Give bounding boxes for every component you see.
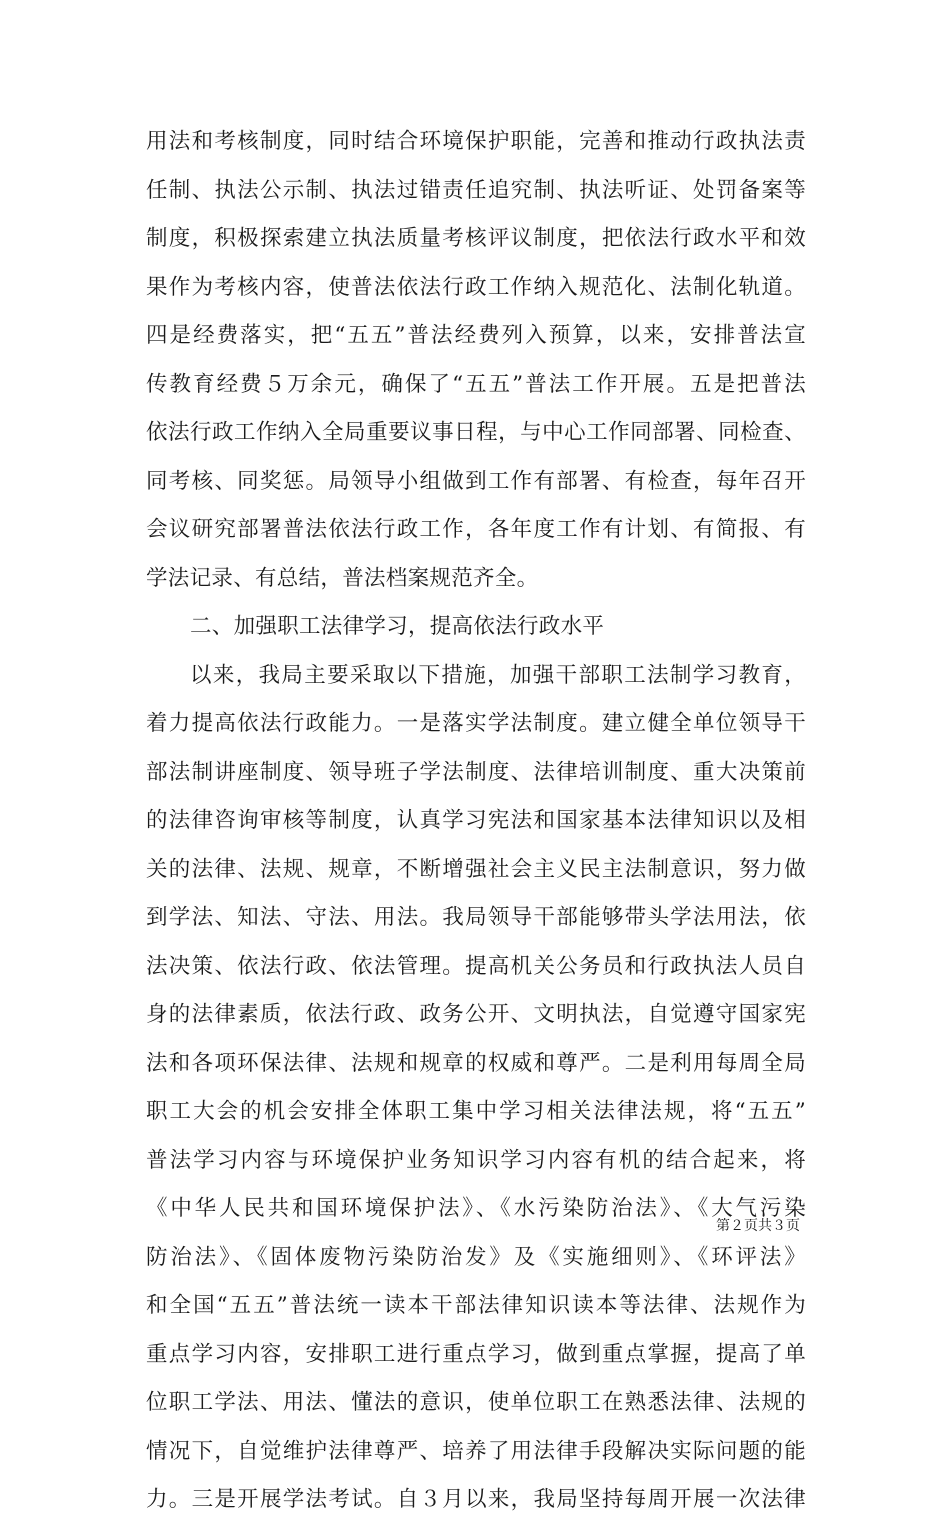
text-line: 到学法、知法、守法、用法。我局领导干部能够带头学法用法，依	[146, 905, 806, 930]
text-line: 防治法》、《固体废物污染防治发》及《实施细则》、《环评法》	[146, 1244, 806, 1270]
text-line: 以来，我局主要采取以下措施，加强干部职工法制学习教育，	[190, 662, 806, 688]
text-line: 法和各项环保法律、法规和规章的权威和尊严。二是利用每周全局	[146, 1050, 806, 1076]
text-line: 身的法律素质，依法行政、政务公开、文明执法，自觉遵守国家宪	[146, 1002, 806, 1027]
text-line: 部法制讲座制度、领导班子学法制度、法律培训制度、重大决策前	[146, 759, 806, 785]
document-body	[146, 118, 806, 1525]
text-line: 制度，积极探索建立执法质量考核评议制度，把依法行政水平和效	[146, 226, 806, 251]
text-line: 情况下，自觉维护法律尊严、培养了用法律手段解决实际问题的能	[146, 1438, 806, 1464]
text-line: 果作为考核内容，使普法依法行政工作纳入规范化、法制化轨道。	[146, 274, 806, 300]
text-line: 法决策、依法行政、依法管理。提高机关公务员和行政执法人员自	[146, 953, 806, 979]
text-line: 和全国“五五”普法统一读本干部法律知识读本等法律、法规作为	[146, 1293, 806, 1318]
text-line: 会议研究部署普法依法行政工作，各年度工作有计划、有简报、有	[146, 517, 806, 542]
text-line: 职工大会的机会安排全体职工集中学习相关法律法规，将“五五”	[146, 1099, 806, 1124]
page-number: 第２页共３页	[716, 1218, 800, 1234]
text-line: 学法记录、有总结，普法档案规范齐全。	[146, 565, 539, 591]
section-heading: 二、加强职工法律学习，提高依法行政水平	[190, 614, 605, 639]
text-line: 四是经费落实，把“五五”普法经费列入预算，以来，安排普法宣	[146, 323, 806, 348]
text-line: 力。三是开展学法考试。自３月以来，我局坚持每周开展一次法律	[146, 1487, 806, 1512]
text-line: 位职工学法、用法、懂法的意识，使单位职工在熟悉法律、法规的	[146, 1390, 806, 1415]
text-line: 任制、执法公示制、执法过错责任追究制、执法听证、处罚备案等	[146, 177, 806, 203]
text-line: 依法行政工作纳入全局重要议事日程，与中心工作同部署、同检查、	[146, 420, 806, 445]
text-line: 用法和考核制度，同时结合环境保护职能，完善和推动行政执法责	[146, 129, 806, 154]
text-line: 关的法律、法规、规章，不断增强社会主义民主法制意识，努力做	[146, 856, 806, 882]
text-line: 《中华人民共和国环境保护法》、《水污染防治法》、《大气污染	[146, 1196, 806, 1221]
text-line: 传教育经费５万余元，确保了“五五”普法工作开展。五是把普法	[146, 371, 806, 397]
text-line: 同考核、同奖惩。局领导小组做到工作有部署、有检查，每年召开	[146, 468, 806, 494]
text-line: 重点学习内容，安排职工进行重点学习，做到重点掌握，提高了单	[146, 1341, 806, 1367]
text-line: 的法律咨询审核等制度，认真学习宪法和国家基本法律知识以及相	[146, 808, 806, 833]
text-line: 着力提高依法行政能力。一是落实学法制度。建立健全单位领导干	[146, 711, 806, 736]
text-line: 普法学习内容与环境保护业务知识学习内容有机的结合起来，将	[146, 1147, 806, 1173]
